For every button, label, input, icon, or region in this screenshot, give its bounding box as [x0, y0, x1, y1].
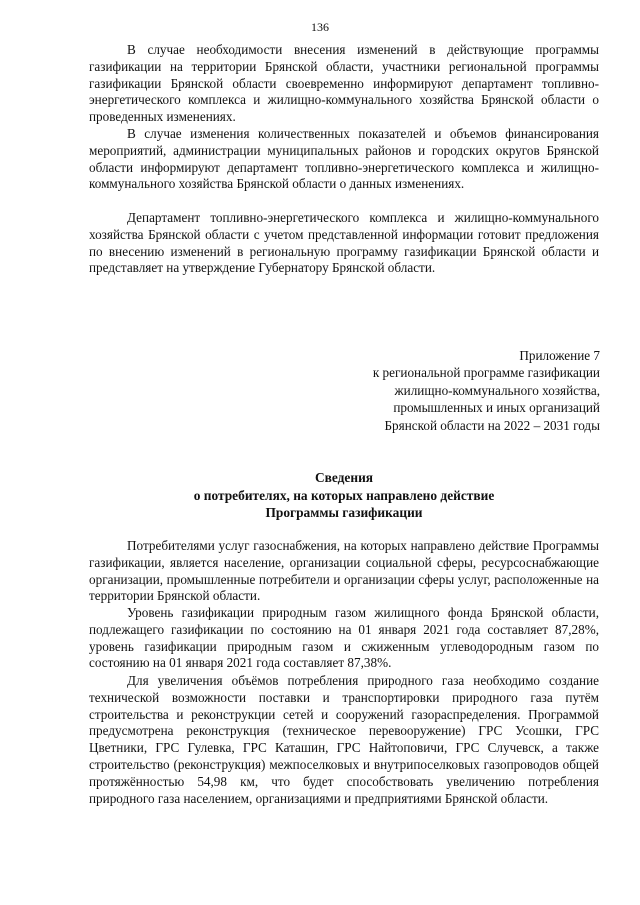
heading-line: Сведения: [314, 470, 374, 485]
appendix-line: к региональной программе газификации: [372, 365, 600, 381]
section-heading: [89, 469, 599, 522]
paragraph-text: В случае изменения количественных показателей и объемов финансирования мероприятий, администрации муниципальных районов и городских округов Брянской области информируют департамент топливно-энергетического комплекса и жилищно-коммунального хозяйства Брянской области о данных изменениях.: [89, 126, 599, 192]
paragraph-text: Департамент топливно-энергетического комплекса и жилищно-коммунального хозяйства Брянской области с учетом представленной информации готовит предложения по внесению изменений в региональную программу газификации Брянской области и представляет на утверждение Губернатору Брянской области.: [89, 210, 599, 276]
paragraph-consumers: [89, 538, 599, 605]
paragraph-changes-indicators: [89, 126, 599, 193]
paragraph-changes-programs: [89, 42, 599, 126]
appendix-caption: [320, 347, 600, 434]
appendix-line: Брянской области на 2022 – 2031 годы: [384, 417, 600, 433]
heading-line: Программы газификации: [265, 505, 423, 521]
paragraph-department-proposals: [89, 210, 599, 277]
appendix-line: жилищно-коммунального хозяйства,: [394, 382, 600, 398]
page-number: 136: [311, 20, 329, 34]
paragraph-gasification-level: [89, 605, 599, 672]
paragraph-text: Уровень газификации природным газом жилищного фонда Брянской области, подлежащего газификации по состоянию на 01 января 2021 года составляет 87,28%, уровень газификации природным газом и сжиженным углеводородным газом по состоянию на 01 января 2021 года составляет 87,38%.: [89, 605, 599, 671]
paragraph-text: В случае необходимости внесения изменений в действующие программы газификации на территории Брянской области, участники региональной программы газификации Брянской области своевременно информируют департамент топливно-энергетического комплекса и жилищно-коммунального хозяйства Брянской области о проведенных изменениях.: [89, 42, 599, 125]
appendix-line: промышленных и иных организаций: [393, 400, 600, 416]
paragraph-text: Потребителями услуг газоснабжения, на которых направлено действие Программы газификации, является население, организации социальной сферы, ресурсоснабжающие организации, промышленные потребители и организации сферы услуг, расположенные на территории Брянской области.: [89, 538, 599, 604]
heading-line: о потребителях, на которых направлено действие: [193, 487, 495, 503]
paragraph-increase-consumption: [89, 673, 599, 807]
appendix-line: Приложение 7: [519, 348, 600, 363]
paragraph-text: Для увеличения объёмов потребления природного газа необходимо создание технической возможности поставки и транспортировки природного газа путём строительства и реконструкции сетей и сооружений газораспределения. Программой предусмотрена реконструкция (техническое перевооружение) ГРС Усошки, ГРС Цветники, ГРС Гулевка, ГРС Каташин, ГРС Найтоповичи, ГРС Случевск, а также строительство (реконструкция) межпоселковых и внутрипоселковых газопроводов общей протяжённостью 54,98 км, что будет способствовать увеличению потребления природного газа населением, организациями и предприятиями Брянской области.: [89, 673, 599, 806]
